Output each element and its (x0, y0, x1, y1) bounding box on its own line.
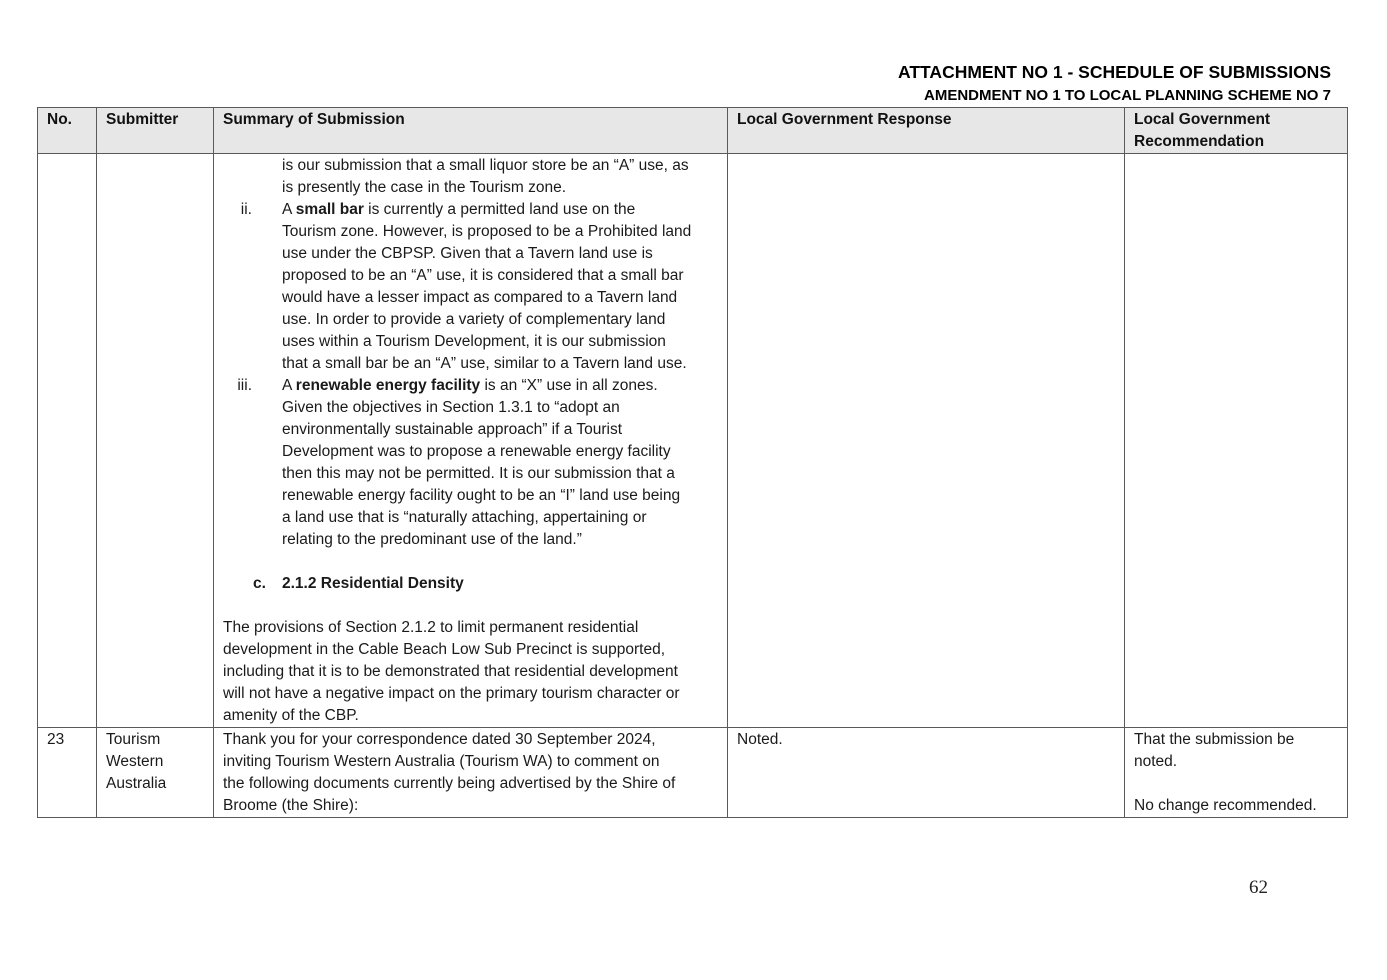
text-line: including that it is to be demonstrated that residential development (223, 663, 678, 680)
text-line: Tourism zone. However, is proposed to be a Prohibited land (282, 223, 692, 240)
list-marker: iii. (237, 377, 252, 394)
heading-text: 2.1.2 Residential Density (282, 575, 464, 592)
section-heading (223, 573, 718, 595)
bold-term: renewable energy facility (295, 377, 481, 394)
text-line: Tourism (106, 731, 161, 748)
table-header-row (38, 108, 1348, 154)
list-item-body (282, 397, 718, 551)
text-line: That the submission be (1134, 731, 1295, 748)
text-line: noted. (1134, 753, 1178, 770)
text-line: development in the Cable Beach Low Sub Precinct is supported, (223, 641, 666, 658)
table-row (38, 728, 1348, 818)
recommendation-note: No change recommended. (1134, 797, 1317, 814)
list-marker: ii. (240, 201, 252, 218)
text-line: Thank you for your correspondence dated 30 September 2024, (223, 731, 656, 748)
cell-response (728, 154, 1125, 728)
text-run: is an “X” use in all zones. (480, 377, 658, 394)
text-line: Australia (106, 775, 167, 792)
list-item-first-line (282, 199, 718, 221)
text-line: the following documents currently being advertised by the Shire of (223, 775, 676, 792)
page-number: 62 (1249, 877, 1268, 898)
cell-summary (214, 154, 728, 728)
text-run: A (282, 201, 296, 218)
submissions-table (37, 107, 1348, 818)
text-line: will not have a negative impact on the primary tourism character or (223, 685, 680, 702)
cell-no: 23 (38, 728, 97, 818)
text-run: is currently a permitted land use on the (363, 201, 636, 218)
text-line: that a small bar be an “A” use, similar to a Tavern land use. (282, 355, 687, 372)
column-header-submitter: Submitter (97, 108, 214, 154)
text-line: The provisions of Section 2.1.2 to limit permanent residential (223, 619, 639, 636)
text-run: A (282, 377, 296, 394)
recommendation-text (1134, 729, 1338, 773)
text-line: Given the objectives in Section 1.3.1 to “adopt an (282, 399, 620, 416)
text-line: is presently the case in the Tourism zone. (282, 179, 567, 196)
cell-submitter (97, 728, 214, 818)
list-item-small-bar (223, 199, 718, 375)
text-line: Development was to propose a renewable energy facility (282, 443, 671, 460)
text-line: uses within a Tourism Development, it is our submission (282, 333, 666, 350)
text-line: Broome (the Shire): (223, 797, 359, 814)
summary-paragraph (223, 617, 718, 727)
document-subtitle: AMENDMENT NO 1 TO LOCAL PLANNING SCHEME NO 7 (924, 87, 1331, 104)
text-line: use under the CBPSP. Given that a Tavern land use is (282, 245, 653, 262)
cell-recommendation (1125, 154, 1348, 728)
text-line: proposed to be an “A” use, it is considered that a small bar (282, 267, 684, 284)
text-line: Western (106, 753, 164, 770)
text-line: then this may not be permitted. It is our submission that a (282, 465, 675, 482)
cell-no (38, 154, 97, 728)
column-header-no: No. (38, 108, 97, 154)
column-header-recommendation: Local Government Recommendation (1125, 108, 1348, 154)
cell-summary (214, 728, 728, 818)
continued-item-text (223, 155, 718, 199)
list-item-body (282, 221, 718, 375)
cell-recommendation (1125, 728, 1348, 818)
table-row (38, 154, 1348, 728)
text-line: a land use that is “naturally attaching, appertaining or (282, 509, 647, 526)
text-line: would have a lesser impact as compared to a Tavern land (282, 289, 678, 306)
text-line: use. In order to provide a variety of complementary land (282, 311, 666, 328)
text-line: inviting Tourism Western Australia (Tourism WA) to comment on (223, 753, 660, 770)
bold-term: small bar (295, 201, 364, 218)
column-header-summary: Summary of Submission (214, 108, 728, 154)
cell-submitter (97, 154, 214, 728)
text-line: amenity of the CBP. (223, 707, 359, 724)
text-line: is our submission that a small liquor store be an “A” use, as (282, 157, 689, 174)
heading-marker: c. (253, 575, 266, 592)
text-line: environmentally sustainable approach” if a Tourist (282, 421, 623, 438)
list-item-renewable-energy (223, 375, 718, 551)
document-title: ATTACHMENT NO 1 - SCHEDULE OF SUBMISSIONS (898, 62, 1331, 82)
text-line: relating to the predominant use of the land.” (282, 531, 582, 548)
column-header-response: Local Government Response (728, 108, 1125, 154)
text-line: renewable energy facility ought to be an “I” land use being (282, 487, 681, 504)
list-item-first-line (282, 375, 718, 397)
cell-response: Noted. (728, 728, 1125, 818)
